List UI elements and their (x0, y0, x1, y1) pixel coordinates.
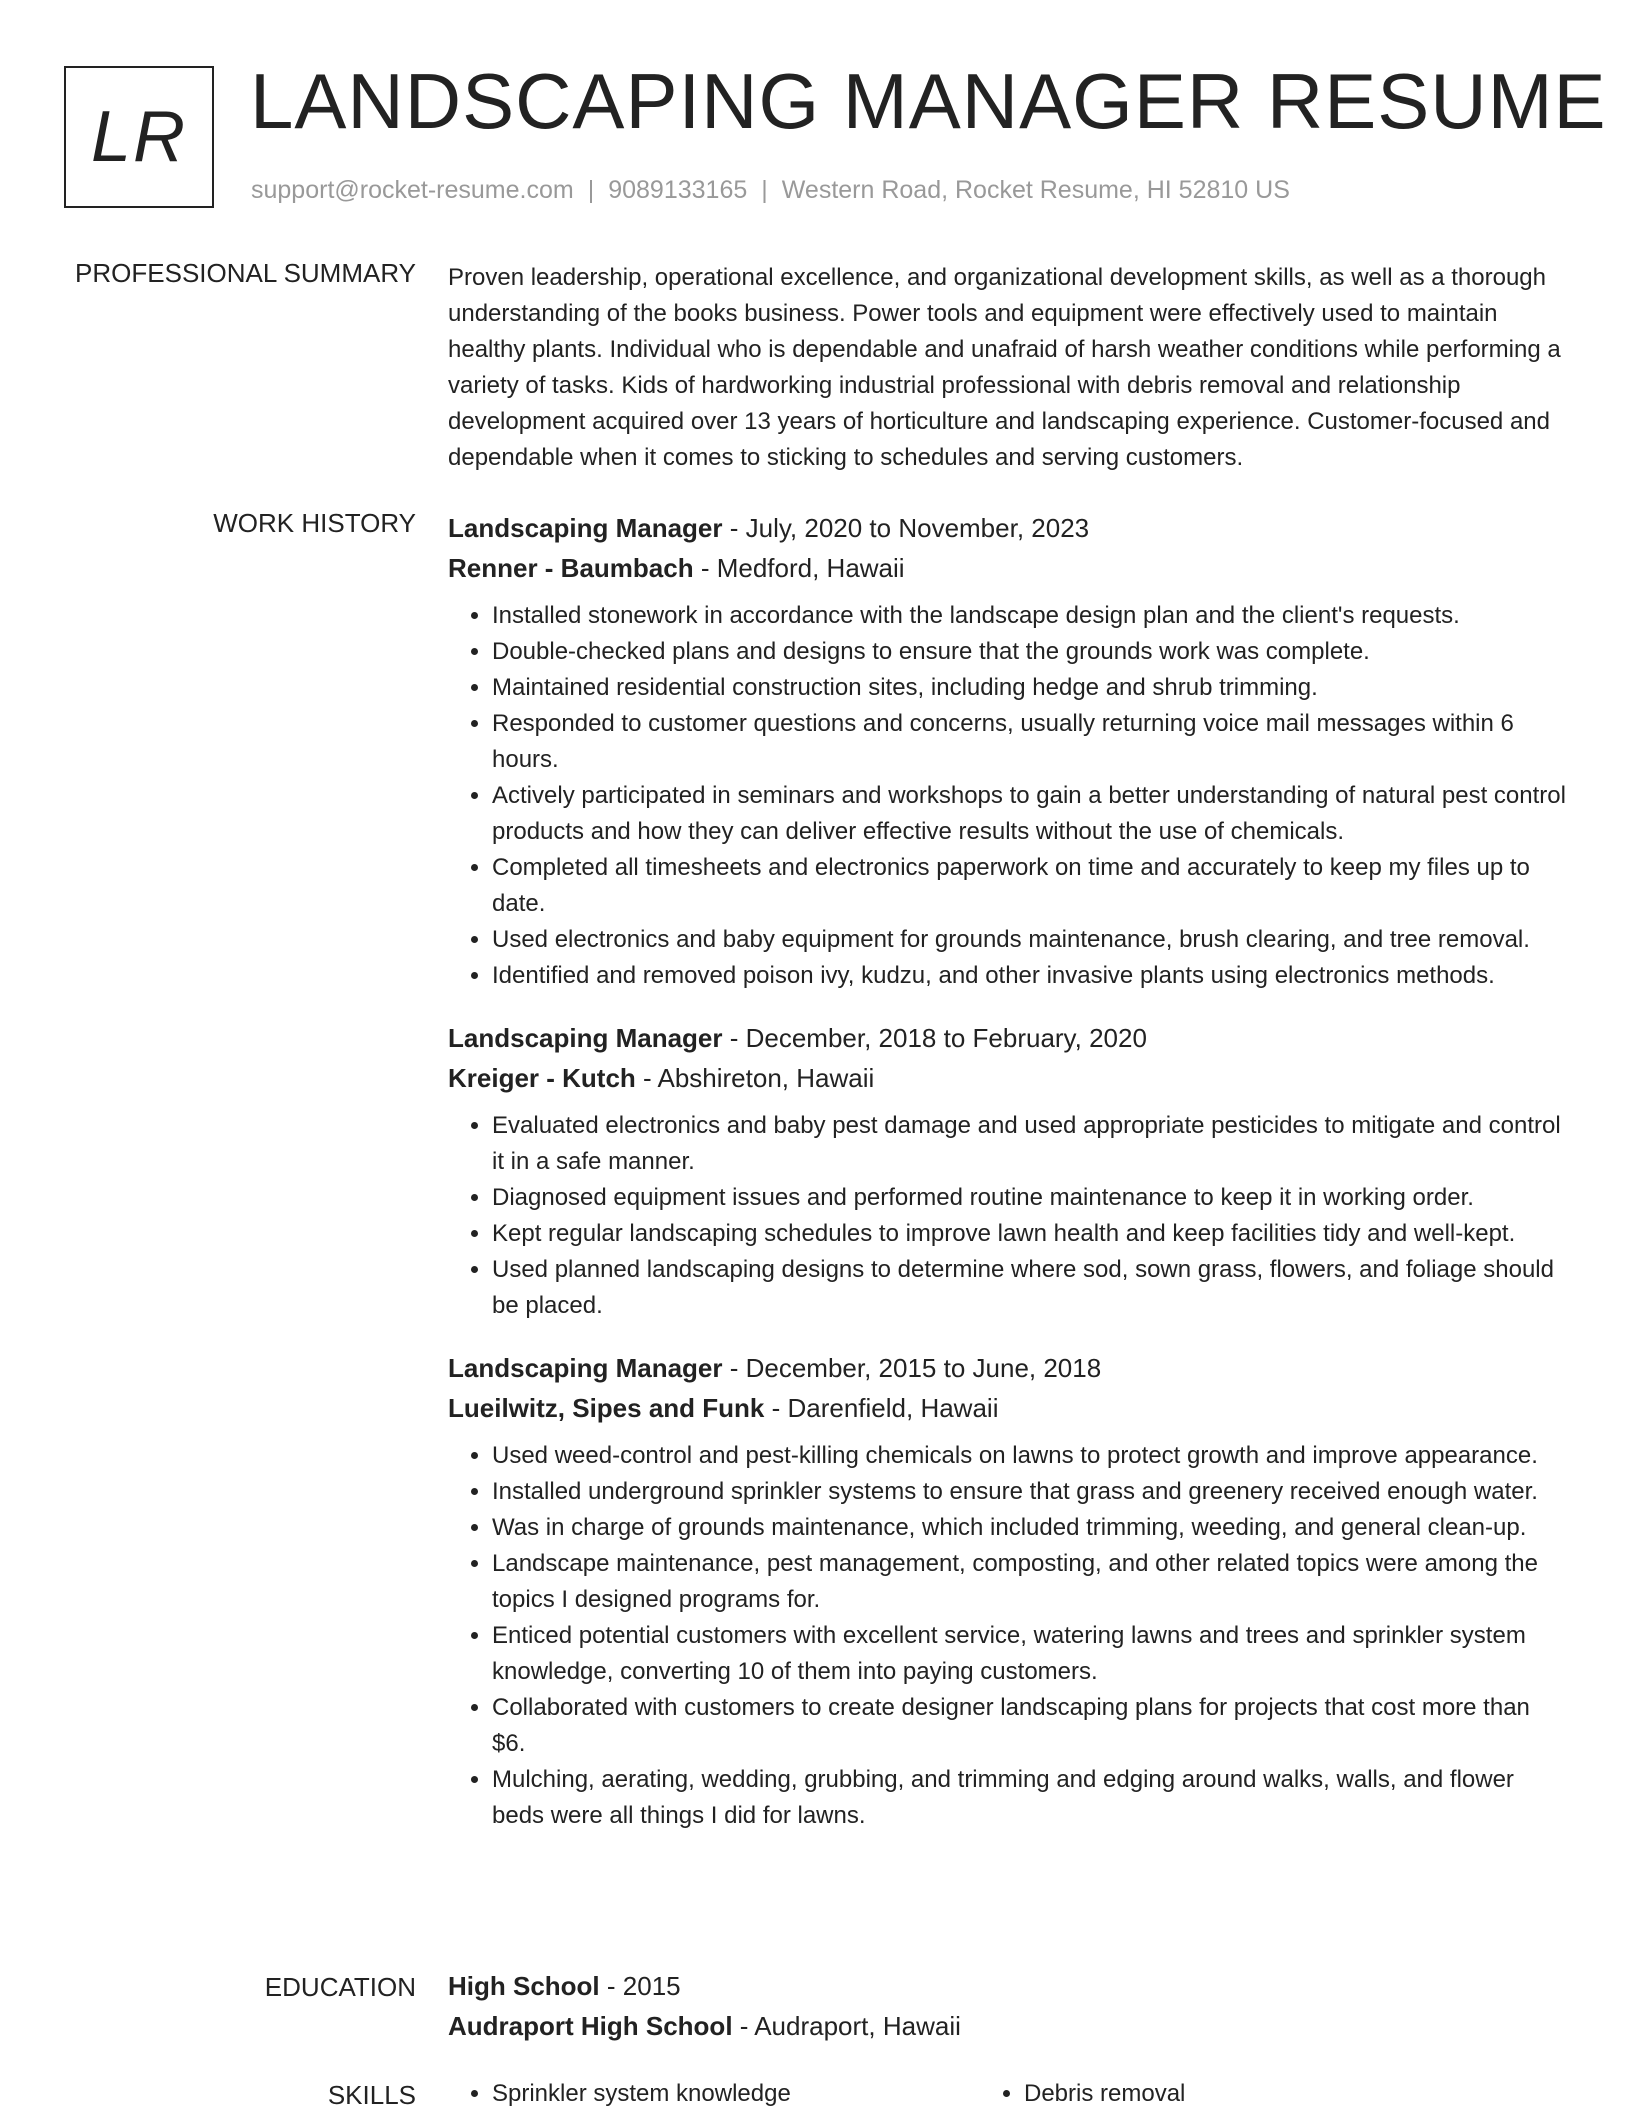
job-bullet: • Completed all timesheets and electronics paperwork on time and accurately to keep my files up to date. (492, 850, 1568, 922)
job-company-line (448, 548, 1568, 588)
job-bullets (448, 1438, 1568, 1834)
job-bullet: • Responded to customer questions and concerns, usually returning voice mail messages within 6 hours. (492, 706, 1568, 778)
education-year: - 2015 (599, 1971, 681, 2001)
monogram-badge (64, 66, 214, 208)
job-bullet: • Installed stonework in accordance with the landscape design plan and the client's requests. (492, 598, 1568, 634)
contact-separator: | (761, 176, 768, 204)
contact-separator: | (587, 176, 595, 204)
job-title: Landscaping Manager (448, 1023, 723, 1053)
job-bullet: • Double-checked plans and designs to ensure that the grounds work was complete. (492, 634, 1568, 670)
job-bullet: • Mulching, aerating, wedding, grubbing, and trimming and edging around walks, walls, and flower beds were all things I did for lawns. (492, 1762, 1568, 1834)
job-bullet: • Was in charge of grounds maintenance, which included trimming, weeding, and general clean-up. (492, 1510, 1568, 1546)
work-history-body (448, 508, 1568, 1858)
job-bullet: • Evaluated electronics and baby pest damage and used appropriate pesticides to mitigate and control it in a safe manner. (492, 1108, 1568, 1180)
job-location: - Darenfield, Hawaii (764, 1393, 999, 1423)
job-bullet: • Kept regular landscaping schedules to improve lawn health and keep facilities tidy and well-kept. (492, 1216, 1568, 1252)
job-title-line (448, 1348, 1568, 1388)
job-company-line (448, 1388, 1568, 1428)
education-school-line (448, 2006, 1568, 2046)
skills-list-left (448, 2076, 980, 2112)
job-bullet: • Installed underground sprinkler systems to ensure that grass and greenery received enough water. (492, 1474, 1568, 1510)
monogram-initials: LR (90, 97, 188, 177)
job-bullet: • Landscape maintenance, pest management, composting, and other related topics were among the topics I designed programs for. (492, 1546, 1568, 1618)
contact-address: Western Road, Rocket Resume, HI 52810 US (781, 176, 1290, 204)
job-title-line (448, 508, 1568, 548)
summary-body (448, 258, 1568, 476)
job-bullet: • Maintained residential construction sites, including hedge and shrub trimming. (492, 670, 1568, 706)
job-bullets (448, 1108, 1568, 1324)
job-location: - Medford, Hawaii (693, 553, 905, 583)
skills-grid (448, 2076, 1568, 2112)
job-title-line (448, 1018, 1568, 1058)
job-company: Kreiger - Kutch (448, 1063, 636, 1093)
education-body (448, 1966, 1568, 2046)
contact-phone: 9089133165 (608, 176, 748, 204)
job-bullets (448, 598, 1568, 994)
job-company: Lueilwitz, Sipes and Funk (448, 1393, 765, 1423)
job-title: Landscaping Manager (448, 1353, 723, 1383)
education-degree-line (448, 1966, 1568, 2006)
section-label-education: EDUCATION (264, 1972, 416, 2002)
job-dates: - December, 2015 to June, 2018 (722, 1353, 1102, 1383)
contact-email: support@rocket-resume.com (251, 176, 574, 204)
education-degree: High School (448, 1971, 600, 2001)
job-bullet: • Used electronics and baby equipment for grounds maintenance, brush clearing, and tree removal. (492, 922, 1568, 958)
job-bullet: • Enticed potential customers with excellent service, watering lawns and trees and sprinkler system knowledge, converting 10 of them into paying customers. (492, 1618, 1568, 1690)
job-dates: - July, 2020 to November, 2023 (722, 513, 1090, 543)
summary-text: Proven leadership, operational excellence, and organizational development skills, as well as a thorough understanding of the books business. Power tools and equipment were effectively used to maintain healthy plants. Individual who is dependable and unafraid of harsh weather conditions while performing a variety of tasks. Kids of hardworking industrial professional with debris removal and relationship development acquired over 13 years of horticulture and landscaping experience. Customer-focused and dependable when it comes to sticking to schedules and serving customers. (448, 264, 1561, 471)
section-label-work-history: WORK HISTORY (213, 508, 416, 538)
job-bullet: • Diagnosed equipment issues and performed routine maintenance to keep it in working order. (492, 1180, 1568, 1216)
job-dates: - December, 2018 to February, 2020 (722, 1023, 1147, 1053)
education-location: - Audraport, Hawaii (732, 2011, 961, 2041)
job-company-line (448, 1058, 1568, 1098)
job-company: Renner - Baumbach (448, 553, 694, 583)
job-entry (448, 1348, 1568, 1834)
skills-list-right (980, 2076, 1512, 2112)
job-title: Landscaping Manager (448, 513, 723, 543)
job-bullet: • Used planned landscaping designs to determine where sod, sown grass, flowers, and foliage should be placed. (492, 1252, 1568, 1324)
contact-line (251, 176, 1290, 205)
job-location: - Abshireton, Hawaii (635, 1063, 875, 1093)
section-label-summary: PROFESSIONAL SUMMARY (75, 258, 416, 288)
job-bullet: • Collaborated with customers to create designer landscaping plans for projects that cost more than $6. (492, 1690, 1568, 1762)
skill-item: • Sprinkler system knowledge (492, 2076, 980, 2112)
section-label-skills: SKILLS (327, 2080, 416, 2110)
resume-title: LANDSCAPING MANAGER RESUME (250, 57, 1607, 145)
job-bullet: • Used weed-control and pest-killing chemicals on lawns to protect growth and improve appearance. (492, 1438, 1568, 1474)
skills-body (448, 2076, 1568, 2112)
skill-item: • Debris removal (1024, 2076, 1512, 2112)
job-bullet: • Actively participated in seminars and workshops to gain a better understanding of natural pest control products and how they can deliver effective results without the use of chemicals. (492, 778, 1568, 850)
job-entry (448, 1018, 1568, 1324)
job-entry (448, 508, 1568, 994)
education-school: Audraport High School (448, 2011, 733, 2041)
job-bullet: • Identified and removed poison ivy, kudzu, and other invasive plants using electronics methods. (492, 958, 1568, 994)
